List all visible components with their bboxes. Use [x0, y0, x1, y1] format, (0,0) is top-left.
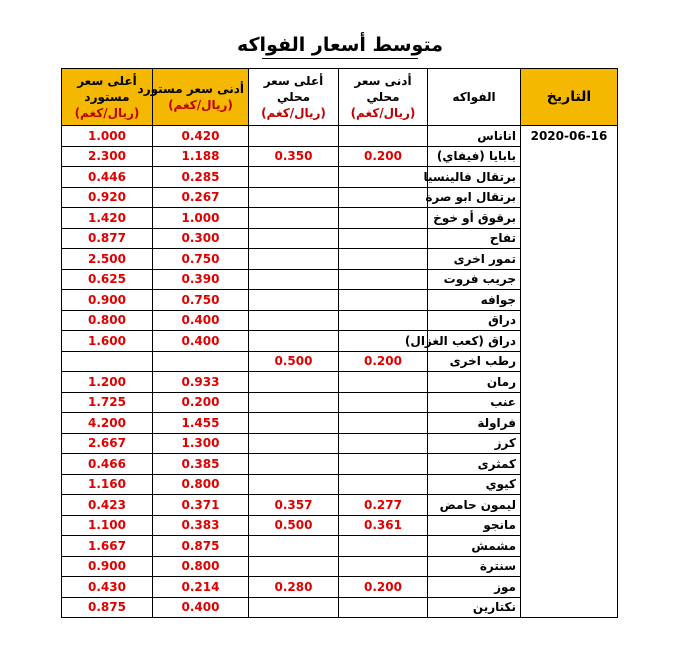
cell-max-local — [249, 167, 339, 188]
cell-date — [521, 536, 618, 557]
cell-min-import: 0.383 — [153, 515, 249, 536]
cell-date — [521, 351, 618, 372]
header-fruit: الفواكه — [428, 69, 521, 126]
cell-max-import: 1.160 — [62, 474, 153, 495]
table-row — [62, 577, 618, 598]
table-row — [62, 126, 618, 147]
cell-max-import: 1.200 — [62, 372, 153, 393]
cell-max-local — [249, 597, 339, 618]
cell-date — [521, 331, 618, 352]
cell-min-import — [153, 351, 249, 372]
cell-fruit: برقوق أو خوخ — [428, 208, 521, 229]
cell-date — [521, 290, 618, 311]
cell-max-import: 1.600 — [62, 331, 153, 352]
table-row — [62, 249, 618, 270]
cell-date — [521, 577, 618, 598]
cell-min-local: 0.277 — [339, 495, 428, 516]
cell-date — [521, 515, 618, 536]
header-row — [62, 69, 618, 126]
cell-fruit: كمثرى — [428, 454, 521, 475]
table-row — [62, 187, 618, 208]
table-row — [62, 228, 618, 249]
cell-max-import: 0.877 — [62, 228, 153, 249]
cell-min-local — [339, 126, 428, 147]
cell-date — [521, 269, 618, 290]
cell-max-import: 4.200 — [62, 413, 153, 434]
cell-date — [521, 495, 618, 516]
cell-date — [521, 167, 618, 188]
cell-max-local — [249, 310, 339, 331]
cell-min-local — [339, 310, 428, 331]
cell-min-local — [339, 433, 428, 454]
cell-fruit: كرز — [428, 433, 521, 454]
cell-date — [521, 556, 618, 577]
cell-min-import: 0.371 — [153, 495, 249, 516]
cell-min-local — [339, 454, 428, 475]
cell-max-local — [249, 208, 339, 229]
cell-max-import: 1.420 — [62, 208, 153, 229]
cell-fruit: نكتارين — [428, 597, 521, 618]
prices-table — [61, 68, 618, 618]
cell-min-local — [339, 269, 428, 290]
cell-min-import: 0.420 — [153, 126, 249, 147]
cell-max-import: 0.900 — [62, 556, 153, 577]
cell-fruit: كيوي — [428, 474, 521, 495]
cell-max-import: 0.430 — [62, 577, 153, 598]
cell-max-local: 0.500 — [249, 351, 339, 372]
cell-fruit: رمان — [428, 372, 521, 393]
cell-fruit: دراق — [428, 310, 521, 331]
cell-fruit: موز — [428, 577, 521, 598]
cell-min-import: 0.400 — [153, 310, 249, 331]
cell-max-import — [62, 351, 153, 372]
cell-date — [521, 208, 618, 229]
cell-max-import: 0.920 — [62, 187, 153, 208]
cell-min-local — [339, 228, 428, 249]
cell-max-local: 0.357 — [249, 495, 339, 516]
table-row — [62, 392, 618, 413]
cell-max-import: 1.725 — [62, 392, 153, 413]
cell-max-local: 0.500 — [249, 515, 339, 536]
cell-date — [521, 249, 618, 270]
cell-min-local — [339, 392, 428, 413]
cell-min-import: 0.285 — [153, 167, 249, 188]
cell-min-local — [339, 556, 428, 577]
table-row — [62, 269, 618, 290]
cell-fruit: تمور اخرى — [428, 249, 521, 270]
cell-max-import: 0.423 — [62, 495, 153, 516]
cell-min-import: 0.390 — [153, 269, 249, 290]
cell-fruit: سنترة — [428, 556, 521, 577]
cell-min-import: 0.750 — [153, 249, 249, 270]
cell-min-import: 0.750 — [153, 290, 249, 311]
table-row — [62, 433, 618, 454]
cell-date — [521, 597, 618, 618]
cell-min-local — [339, 187, 428, 208]
cell-min-import: 0.800 — [153, 556, 249, 577]
cell-fruit: ليمون حامض — [428, 495, 521, 516]
cell-min-import: 0.800 — [153, 474, 249, 495]
cell-date — [521, 413, 618, 434]
cell-fruit: تفاح — [428, 228, 521, 249]
header-min-import: أدنى سعر مستورد (ريال/كغم) — [153, 69, 249, 126]
cell-fruit: فراولة — [428, 413, 521, 434]
cell-min-local — [339, 413, 428, 434]
cell-max-import: 1.100 — [62, 515, 153, 536]
cell-date — [521, 146, 618, 167]
cell-min-import: 1.188 — [153, 146, 249, 167]
cell-fruit: مانجو — [428, 515, 521, 536]
cell-max-local — [249, 228, 339, 249]
cell-max-import: 0.466 — [62, 454, 153, 475]
cell-min-local — [339, 474, 428, 495]
table-row — [62, 556, 618, 577]
cell-max-local — [249, 474, 339, 495]
cell-max-import: 0.900 — [62, 290, 153, 311]
header-min-local: أدنى سعر محلي (ريال/كغم) — [339, 69, 428, 126]
cell-min-local: 0.200 — [339, 577, 428, 598]
cell-min-local — [339, 536, 428, 557]
table-row — [62, 310, 618, 331]
cell-max-import: 0.875 — [62, 597, 153, 618]
cell-min-import: 0.200 — [153, 392, 249, 413]
table-row — [62, 372, 618, 393]
table-row — [62, 454, 618, 475]
cell-min-import: 1.000 — [153, 208, 249, 229]
cell-max-local — [249, 392, 339, 413]
cell-fruit: اناناس — [428, 126, 521, 147]
cell-max-local — [249, 126, 339, 147]
cell-min-import: 0.300 — [153, 228, 249, 249]
table-row — [62, 597, 618, 618]
cell-fruit: رطب اخرى — [428, 351, 521, 372]
table-row — [62, 290, 618, 311]
cell-max-local — [249, 187, 339, 208]
cell-date — [521, 433, 618, 454]
table-row — [62, 536, 618, 557]
table-row — [62, 474, 618, 495]
cell-min-import: 1.300 — [153, 433, 249, 454]
table-row — [62, 515, 618, 536]
table-body — [62, 126, 618, 618]
header-max-local: أعلى سعر محلي (ريال/كغم) — [249, 69, 339, 126]
cell-max-local — [249, 269, 339, 290]
cell-min-import: 0.267 — [153, 187, 249, 208]
cell-min-local — [339, 208, 428, 229]
cell-date — [521, 187, 618, 208]
cell-max-local — [249, 331, 339, 352]
cell-max-import: 1.000 — [62, 126, 153, 147]
cell-max-import: 0.446 — [62, 167, 153, 188]
cell-date — [521, 228, 618, 249]
cell-fruit: جريب فروت — [428, 269, 521, 290]
table-row — [62, 413, 618, 434]
cell-min-import: 0.385 — [153, 454, 249, 475]
cell-fruit: عنب — [428, 392, 521, 413]
cell-max-local — [249, 433, 339, 454]
cell-min-import: 0.400 — [153, 331, 249, 352]
cell-min-import: 0.875 — [153, 536, 249, 557]
cell-min-import: 0.400 — [153, 597, 249, 618]
cell-fruit: مشمش — [428, 536, 521, 557]
cell-fruit: برتقال فالينسيا — [428, 167, 521, 188]
cell-max-import: 2.667 — [62, 433, 153, 454]
cell-min-local — [339, 167, 428, 188]
cell-max-local — [249, 249, 339, 270]
cell-date — [521, 310, 618, 331]
cell-min-import: 0.933 — [153, 372, 249, 393]
cell-max-local: 0.280 — [249, 577, 339, 598]
cell-min-local: 0.361 — [339, 515, 428, 536]
cell-date: 2020-06-16 — [521, 126, 618, 147]
cell-min-local: 0.200 — [339, 146, 428, 167]
cell-max-local: 0.350 — [249, 146, 339, 167]
table-row — [62, 331, 618, 352]
title-underline — [262, 58, 418, 59]
cell-date — [521, 474, 618, 495]
cell-max-local — [249, 290, 339, 311]
page-title: متوسط أسعار الفواكه — [236, 34, 443, 56]
cell-date — [521, 372, 618, 393]
cell-max-import: 1.667 — [62, 536, 153, 557]
cell-max-local — [249, 536, 339, 557]
cell-max-local — [249, 556, 339, 577]
cell-min-local: 0.200 — [339, 351, 428, 372]
cell-min-local — [339, 290, 428, 311]
cell-min-local — [339, 597, 428, 618]
cell-fruit: دراق (كعب الغزال) — [428, 331, 521, 352]
header-date: التاريخ — [521, 69, 618, 126]
header-max-import: أعلى سعر مستورد (ريال/كغم) — [62, 69, 153, 126]
cell-min-local — [339, 249, 428, 270]
cell-fruit: برتقال ابو صرة — [428, 187, 521, 208]
table-row — [62, 146, 618, 167]
table-row — [62, 495, 618, 516]
cell-max-local — [249, 413, 339, 434]
table-row — [62, 208, 618, 229]
cell-min-import: 1.455 — [153, 413, 249, 434]
table-row — [62, 351, 618, 372]
cell-max-import: 0.800 — [62, 310, 153, 331]
cell-max-import: 2.500 — [62, 249, 153, 270]
table-row — [62, 167, 618, 188]
cell-max-local — [249, 372, 339, 393]
cell-max-import: 0.625 — [62, 269, 153, 290]
cell-date — [521, 392, 618, 413]
cell-max-import: 2.300 — [62, 146, 153, 167]
cell-min-import: 0.214 — [153, 577, 249, 598]
cell-min-local — [339, 372, 428, 393]
cell-max-local — [249, 454, 339, 475]
cell-date — [521, 454, 618, 475]
cell-fruit: جوافه — [428, 290, 521, 311]
cell-fruit: بابايا (فيفاي) — [428, 146, 521, 167]
